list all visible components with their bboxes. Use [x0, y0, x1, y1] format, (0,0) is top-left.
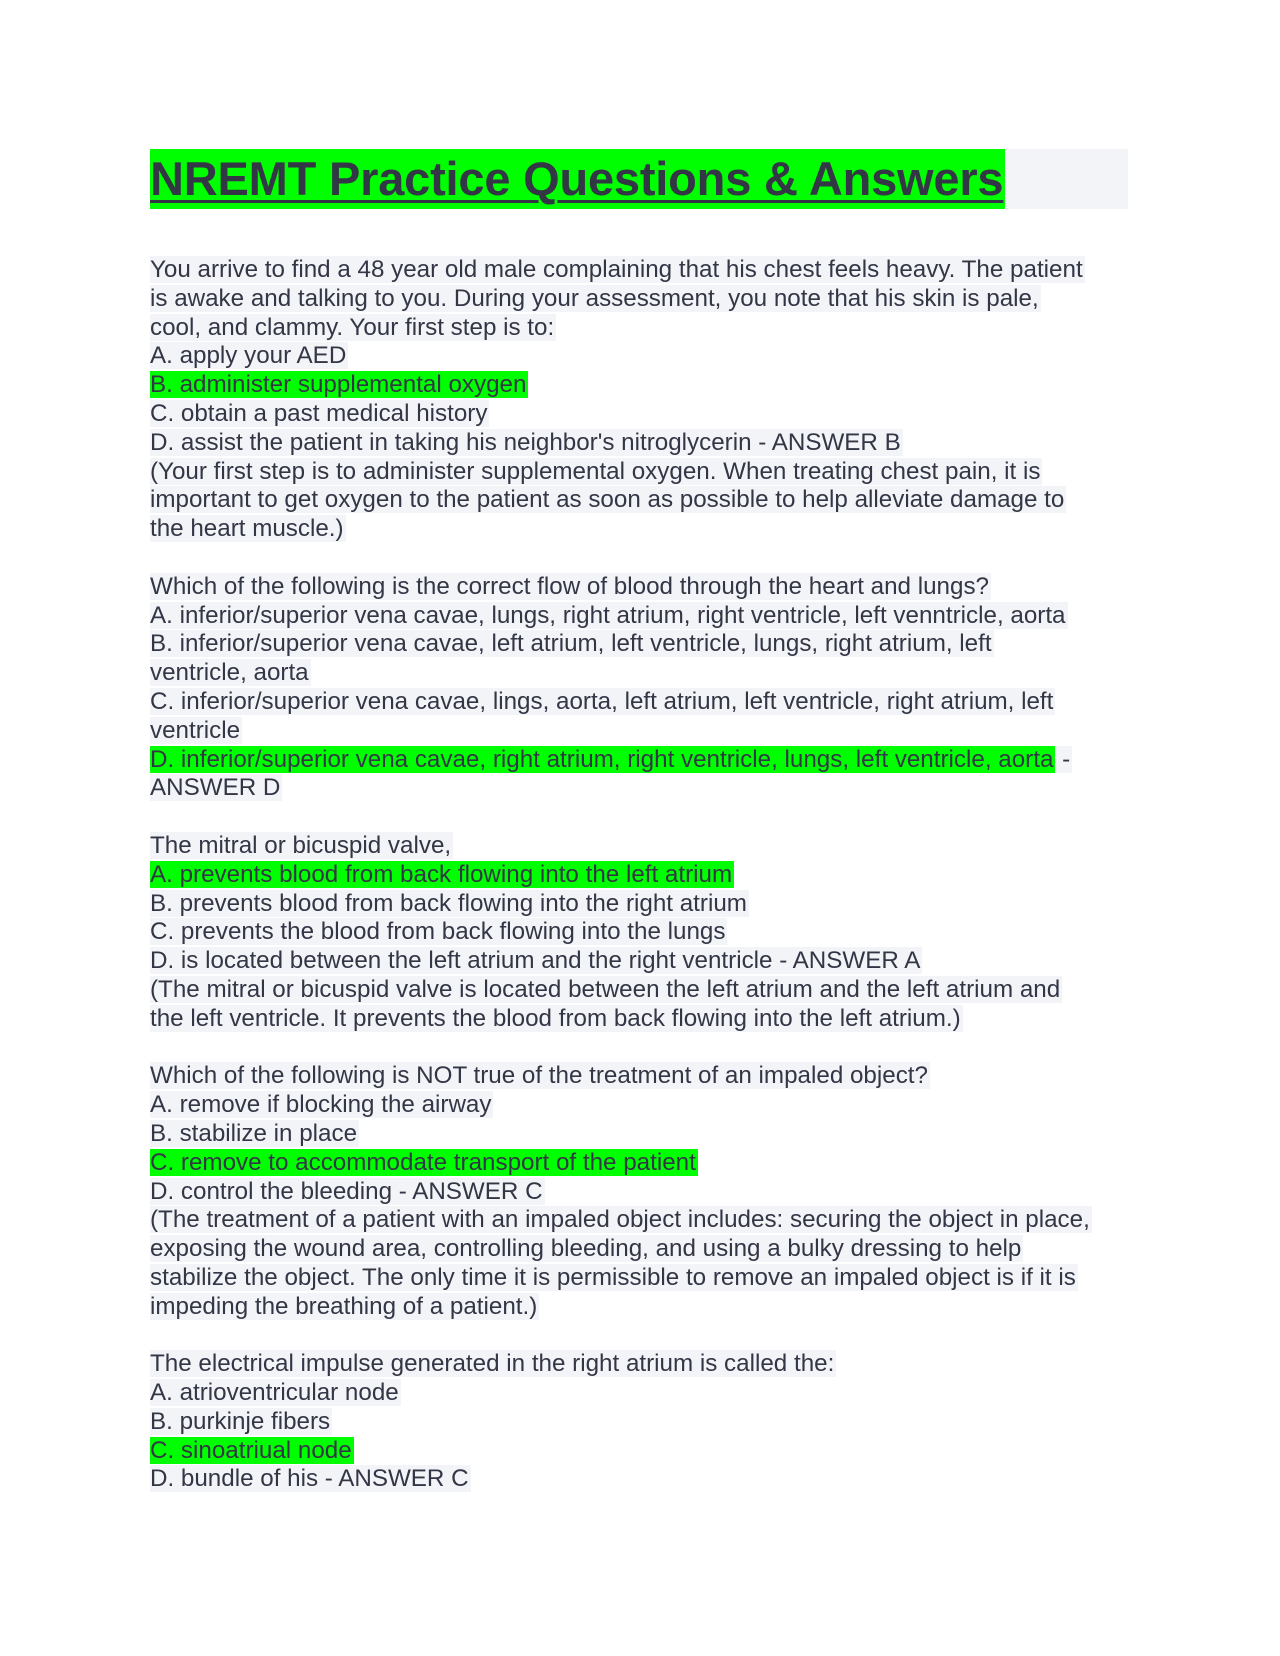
question-3: [150, 832, 1130, 1034]
question-1: [150, 256, 1130, 544]
answer-option-d: D. control the bleeding - ANSWER C: [150, 1177, 543, 1205]
answer-option-d-correct: D. inferior/superior vena cavae, right atrium, right ventricle, lungs, left ventricle, aorta -: [150, 745, 1071, 773]
answer-option-d: D. bundle of his - ANSWER C: [150, 1465, 469, 1493]
answer-option-b: B. prevents blood from back flowing into the right atrium: [150, 889, 747, 917]
answer-option-d: D. assist the patient in taking his neighbor's nitroglycerin - ANSWER B: [150, 428, 901, 456]
explanation-line: (The treatment of a patient with an impaled object includes: securing the object in place,: [150, 1206, 1090, 1234]
explanation-line: the heart muscle.): [150, 515, 344, 543]
answer-option-a-correct: [150, 861, 1130, 890]
question-stem-line: You arrive to find a 48 year old male complaining that his chest feels heavy. The patient: [150, 256, 1083, 283]
question-stem-line: is awake and talking to you. During your assessment, you note that his skin is pale,: [150, 284, 1039, 312]
highlighted-answer: C. sinoatriual node: [150, 1436, 352, 1464]
highlighted-answer: B. administer supplemental oxygen: [150, 371, 527, 399]
paragraph-gap: [150, 544, 1130, 573]
paragraph-gap: [150, 803, 1130, 832]
question-5: [150, 1350, 1130, 1494]
answer-option-a: A. inferior/superior vena cavae, lungs, right atrium, right ventricle, left venntricle, aorta: [150, 601, 1066, 629]
answer-option-d: D. is located between the left atrium and the right ventricle - ANSWER A: [150, 947, 921, 975]
explanation-line: the left ventricle. It prevents the blood from back flowing into the left atrium.): [150, 1004, 961, 1032]
answer-option-b: B. inferior/superior vena cavae, left atrium, left ventricle, lungs, right atrium, left: [150, 630, 992, 658]
answer-option-c-correct: [150, 1437, 1130, 1466]
answer-option-a: A. remove if blocking the airway: [150, 1091, 492, 1119]
explanation-line: stabilize the object. The only time it is permissible to remove an impaled object is if it is: [150, 1263, 1076, 1291]
question-stem-line: The mitral or bicuspid valve,: [150, 831, 452, 859]
answer-option-b: B. stabilize in place: [150, 1119, 358, 1147]
explanation-line: exposing the wound area, controlling bleeding, and using a bulky dressing to help: [150, 1235, 1022, 1263]
question-stem-line: Which of the following is the correct flow of blood through the heart and lungs?: [150, 572, 989, 600]
answer-option-c: C. inferior/superior vena cavae, lings, aorta, left atrium, left ventricle, right atrium, left: [150, 687, 1054, 715]
answer-option-a: A. atrioventricular node: [150, 1379, 399, 1407]
explanation-line: (The mitral or bicuspid valve is located between the left atrium and the left atrium and: [150, 975, 1061, 1003]
answer-option-c-continued: ventricle: [150, 716, 241, 744]
answer-option-c: C. prevents the blood from back flowing into the lungs: [150, 918, 726, 946]
paragraph-gap: [150, 1034, 1130, 1063]
question-2: [150, 573, 1130, 803]
document-body: [150, 256, 1130, 1494]
answer-option-b: B. purkinje fibers: [150, 1407, 331, 1435]
explanation-line: important to get oxygen to the patient as soon as possible to help alleviate damage to: [150, 486, 1065, 514]
highlighted-answer: A. prevents blood from back flowing into the left atrium: [150, 860, 733, 888]
answer-option-c-correct: [150, 1149, 1130, 1178]
answer-option-c: C. obtain a past medical history: [150, 399, 488, 427]
paragraph-gap: [150, 1321, 1130, 1350]
highlighted-answer: C. remove to accommodate transport of the patient: [150, 1148, 696, 1176]
answer-option-b-correct: [150, 371, 1130, 400]
highlighted-answer: D. inferior/superior vena cavae, right atrium, right ventricle, lungs, left ventricle, aorta: [150, 745, 1054, 773]
explanation-line: impeding the breathing of a patient.): [150, 1292, 538, 1320]
answer-option-b-continued: ventricle, aorta: [150, 659, 309, 687]
answer-key: ANSWER D: [150, 774, 281, 802]
question-stem-line: cool, and clammy. Your first step is to:: [150, 313, 555, 341]
explanation-line: (Your first step is to administer supplemental oxygen. When treating chest pain, it is: [150, 457, 1041, 485]
question-stem-line: The electrical impulse generated in the right atrium is called the:: [150, 1350, 835, 1378]
title-block: [150, 149, 1128, 209]
answer-option-a: A. apply your AED: [150, 342, 347, 370]
document-title: NREMT Practice Questions & Answers: [150, 149, 1005, 209]
question-stem-line: Which of the following is NOT true of the treatment of an impaled object?: [150, 1062, 928, 1090]
question-4: [150, 1062, 1130, 1321]
